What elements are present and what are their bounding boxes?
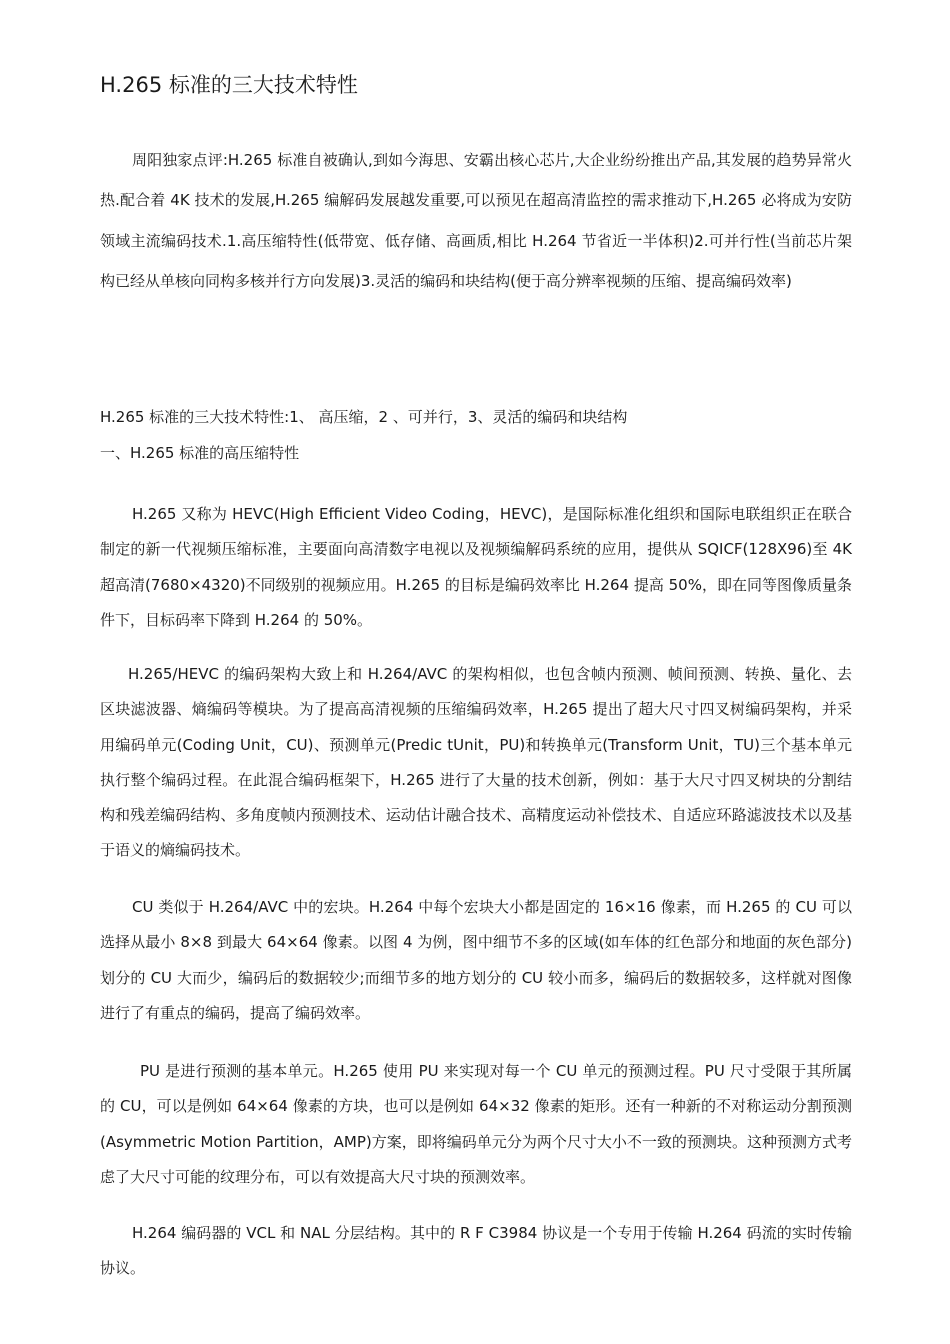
summary-line: H.265 标准的三大技术特性:1、 高压缩，2 、可并行，3、灵活的编码和块结构 — [100, 408, 628, 426]
body-paragraph-coding-unit: CU 类似于 H.264/AVC 中的宏块。H.264 中每个宏块大小都是固定的 16×16 像素，而 H.265 的 CU 可以选择从最小 8×8 到最大 64×64 像素。以图 4 为例，图中细节不多的区域(如车体的红色部分和地面的灰色部分)划分的 CU 大而少，编码后的数据较少;而细节多的地方划分的 CU 较小而多，编码后的数据较多，这样就对图像进行了有重点的编码，提高了编码效率。 — [100, 898, 852, 1022]
body-paragraph-hevc-definition: H.265 又称为 HEVC(High Efficient Video Coding，HEVC)，是国际标准化组织和国际电联组织正在联合制定的新一代视频压缩标准，主要面向高清数字电视以及视频编解码系统的应用，提供从 SQICF(128X96)至 4K 超高清(7680×4320)不同级别的视频应用。H.265 的目标是编码效率比 H.264 提高 50%，即在同等图像质量条件下，目标码率下降到 H.264 的 50%。 — [100, 505, 852, 629]
body-paragraph-architecture: H.265/HEVC 的编码架构大致上和 H.264/AVC 的架构相似，也包含帧内预测、帧间预测、转换、量化、去区块滤波器、熵编码等模块。为了提高高清视频的压缩编码效率，H.265 提出了超大尺寸四叉树编码架构，并采用编码单元(Coding Unit，CU)、预测单元(Predic tUnit，PU)和转换单元(Transform Unit，TU)三个基本单元执行整个编码过程。在此混合编码框架下，H.265 进行了大量的技术创新，例如：基于大尺寸四叉树块的分割结构和残差编码结构、多角度帧内预测技术、运动估计融合技术、高精度运动补偿技术、自适应环路滤波技术以及基于语义的熵编码技术。 — [100, 665, 852, 860]
section-heading: 一、H.265 标准的高压缩特性 — [100, 444, 300, 462]
body-paragraph-vcl-nal: H.264 编码器的 VCL 和 NAL 分层结构。其中的 R F C3984 协议是一个专用于传输 H.264 码流的实时传输协议。 — [100, 1224, 852, 1278]
body-paragraph-prediction-unit: PU 是进行预测的基本单元。H.265 使用 PU 来实现对每一个 CU 单元的预测过程。PU 尺寸受限于其所属的 CU，可以是例如 64×64 像素的方块，也可以是例如 64×32 像素的矩形。还有一种新的不对称运动分割预测(Asymmetric Motion Partition，AMP)方案，即将编码单元分为两个尺寸大小不一致的预测块。这种预测方式考虑了大尺寸可能的纹理分布，可以有效提高大尺寸块的预测效率。 — [100, 1062, 852, 1186]
document-title: H.265 标准的三大技术特性 — [100, 73, 358, 97]
intro-commentary-paragraph: 周阳独家点评:H.265 标准自被确认,到如今海思、安霸出核心芯片,大企业纷纷推出产品,其发展的趋势异常火热.配合着 4K 技术的发展,H.265 编解码发展越发重要,可以预见在超高清监控的需求推动下,H.265 必将成为安防领域主流编码技术.1.高压缩特性(低带宽、低存储、高画质,相比 H.264 节省近一半体积)2.可并行性(当前芯片架构已经从单核向同构多核并行方向发展)3.灵活的编码和块结构(便于高分辨率视频的压缩、提高编码效率) — [100, 151, 852, 290]
